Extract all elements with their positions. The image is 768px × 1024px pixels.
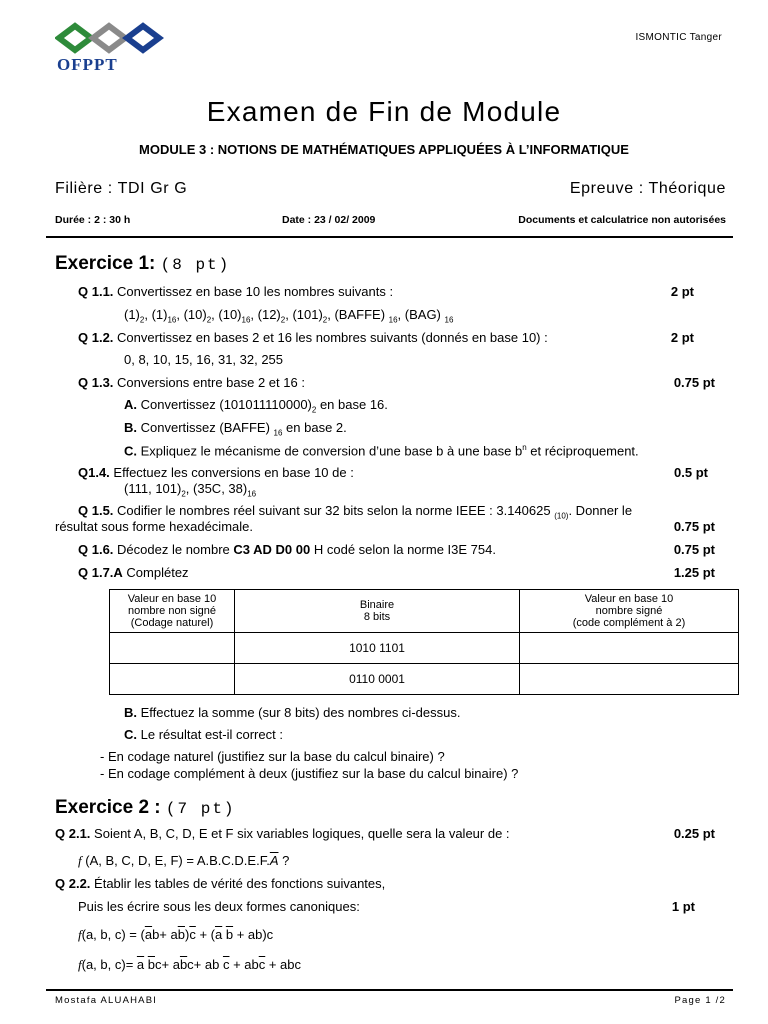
exercise-2-heading: Exercice 2 :	[55, 797, 161, 818]
question-1-6	[78, 542, 496, 557]
question-1-5-points: 0.75 pt	[673, 519, 715, 534]
table-cell-binary: 1010 1101	[235, 633, 520, 664]
header-line: nombre signé	[595, 605, 663, 617]
question-2-1-points: 0.25 pt	[673, 826, 715, 841]
question-text: Complétez	[126, 565, 189, 580]
question-label: Q 1.1.	[78, 284, 114, 299]
question-text: H codé selon la norme I3E 754.	[313, 542, 496, 557]
question-2-1	[55, 826, 510, 841]
question-label: Q1.4.	[78, 465, 110, 480]
module-title: MODULE 3 : NOTIONS DE MATHÉMATIQUES APPLIQUÉES À L’INFORMATIQUE	[139, 142, 629, 157]
item-text: Effectuez la somme (sur 8 bits) des nombres ci-dessus.	[140, 705, 461, 720]
question-1-1-numbers: $(1)_2$, $(1)_{16}$, $(10)_2$, $(10)_{16}$, $(12)_2$, $(101)_2$, (BAFFE) $_{16}$, (BAG) $_{16}$	[124, 307, 454, 325]
question-1-2-points: 2 pt	[670, 330, 694, 345]
question-text: Décodez le nombre	[117, 542, 230, 557]
table-row	[110, 664, 739, 695]
logo-text: OFPPT	[57, 55, 118, 74]
filiere: Filière : TDI Gr G	[55, 180, 188, 197]
exercise-1-points: (8 pt)	[160, 256, 231, 274]
question-2-2	[55, 876, 385, 891]
table-cell-empty	[110, 664, 235, 695]
table-cell-empty	[110, 633, 235, 664]
exercise-1-heading: Exercice 1:	[55, 253, 156, 274]
formula-2-1: f (A, B, C, D, E, $F) = A.B.C.D.E.F.\overline{A}$ ?	[78, 853, 290, 868]
header-line: Binaire	[359, 599, 395, 611]
item-text: Le résultat est-il correct :	[140, 727, 283, 742]
header-line: Valeur en base 10	[584, 593, 674, 605]
question-2-2-points: 1 pt	[671, 899, 695, 914]
question-1-7	[78, 565, 189, 580]
question-label: Q 2.1.	[55, 826, 91, 841]
item-label: B.	[124, 420, 137, 435]
item-label: A.	[124, 397, 137, 412]
table-row	[110, 633, 739, 664]
exercise-2-points: (7 pt)	[165, 800, 236, 818]
formula-2-2-a: f(a, b, $c) = (\overline{a}b+ a\overline{b})\overline{c} + (\overline{a}$ $\overline{b} + ab)c$	[78, 927, 274, 942]
question-text: Convertissez en bases 2 et 16 les nombres suivants (donnés en base 10) :	[117, 330, 548, 345]
question-1-2	[78, 330, 548, 345]
question-label: Q 1.5.	[78, 503, 114, 518]
question-label: Q 1.3.	[78, 375, 114, 390]
question-1-7-points: 1.25 pt	[673, 565, 715, 580]
question-1-3-a: A. Convertissez $(101011110000)_2$ en base 16.	[124, 397, 388, 415]
question-text: Convertissez en base 10 les nombres suivants :	[117, 284, 394, 299]
question-text: Soient A, B, C, D, E et F six variables logiques, quelle sera la valeur de :	[94, 826, 510, 841]
question-1-7-c	[124, 727, 283, 742]
question-text: Établir les tables de vérité des fonctions suivantes,	[94, 876, 386, 891]
question-1-5: Q 1.5. Codifier le nombres réel suivant sur 32 bits selon la norme IEEE : 3.140625 $_{(10)}$. Donner le	[78, 503, 633, 521]
table-cell-binary: 0110 0001	[235, 664, 520, 695]
item-label: C.	[124, 727, 137, 742]
header-line: nombre non signé	[127, 605, 217, 617]
question-1-1-points: 2 pt	[670, 284, 694, 299]
exercise-2-title	[55, 797, 236, 819]
table-header-cell	[235, 590, 520, 633]
documents-note: Documents et calculatrice non autorisées	[518, 214, 726, 226]
encoded-number: C3 AD D0 00	[233, 542, 311, 557]
item-label: B.	[124, 705, 137, 720]
question-1-4	[78, 465, 354, 480]
question-1-2-values: 0, 8, 10, 15, 16, 31, 32, 255	[124, 352, 284, 367]
question-1-6-points: 0.75 pt	[673, 542, 715, 557]
question-label: Q 1.6.	[78, 542, 114, 557]
question-1-3-points: 0.75 pt	[673, 375, 715, 390]
footer-divider	[46, 989, 733, 991]
question-text: Conversions entre base 2 et 16 :	[117, 375, 305, 390]
header-line: (code complément à 2)	[572, 617, 686, 629]
table-cell-empty	[520, 633, 739, 664]
footer-page-number: Page 1 /2	[674, 995, 726, 1006]
conversion-table	[109, 589, 739, 695]
question-1-3-b: B. Convertissez (BAFFE) $_{16}$ en base 2.	[124, 420, 347, 438]
exercise-1-title	[55, 253, 230, 275]
question-1-7-c-2: - En codage complément à deux (justifiez sur la base du calcul binaire) ?	[100, 766, 519, 781]
question-1-3	[78, 375, 305, 390]
question-1-3-c: C. Expliquez le mécanisme de conversion d’une base b à une base $b^n$ et réciproquement.	[124, 443, 639, 459]
exam-date: Date : 23 / 02/ 2009	[282, 214, 376, 226]
duree: Durée : 2 : 30 h	[55, 214, 131, 226]
question-text: Effectuez les conversions en base 10 de :	[113, 465, 354, 480]
table-cell-empty	[520, 664, 739, 695]
header-divider	[46, 236, 733, 238]
question-label: Q 1.7.A	[78, 565, 123, 580]
footer-author: Mostafa ALUAHABI	[55, 995, 158, 1006]
epreuve: Epreuve : Théorique	[569, 180, 726, 197]
page-title: Examen de Fin de Module	[206, 96, 562, 127]
question-1-4-numbers: (111, $101)_2$, (35C, $38)_{16}$	[124, 481, 257, 499]
header-line: Valeur en base 10	[127, 593, 217, 605]
institution-name: ISMONTIC Tanger	[635, 32, 722, 43]
table-header-cell	[110, 590, 235, 633]
question-1-5-continued: résultat sous forme hexadécimale.	[55, 519, 253, 534]
table-header-row	[110, 590, 739, 633]
header-line: (Codage naturel)	[130, 617, 214, 629]
question-1-4-points: 0.5 pt	[674, 465, 708, 480]
question-1-7-c-1: - En codage naturel (justifiez sur la base du calcul binaire) ?	[100, 749, 445, 764]
formula-2-2-b: f(a, b, $c)= \overline{a}$ $\overline{b}c+ a\overline{b}c+$ ab $\overline{c} + ab\overline{c}$ + abc	[78, 957, 302, 972]
item-label: C.	[124, 443, 137, 459]
question-2-2-continued: Puis les écrire sous les deux formes canoniques:	[78, 899, 360, 914]
header-line: 8 bits	[363, 611, 391, 623]
question-1-7-b	[124, 705, 460, 720]
question-label: Q 2.2.	[55, 876, 91, 891]
question-1-1	[78, 284, 393, 299]
question-label: Q 1.2.	[78, 330, 114, 345]
table-header-cell	[520, 590, 739, 633]
